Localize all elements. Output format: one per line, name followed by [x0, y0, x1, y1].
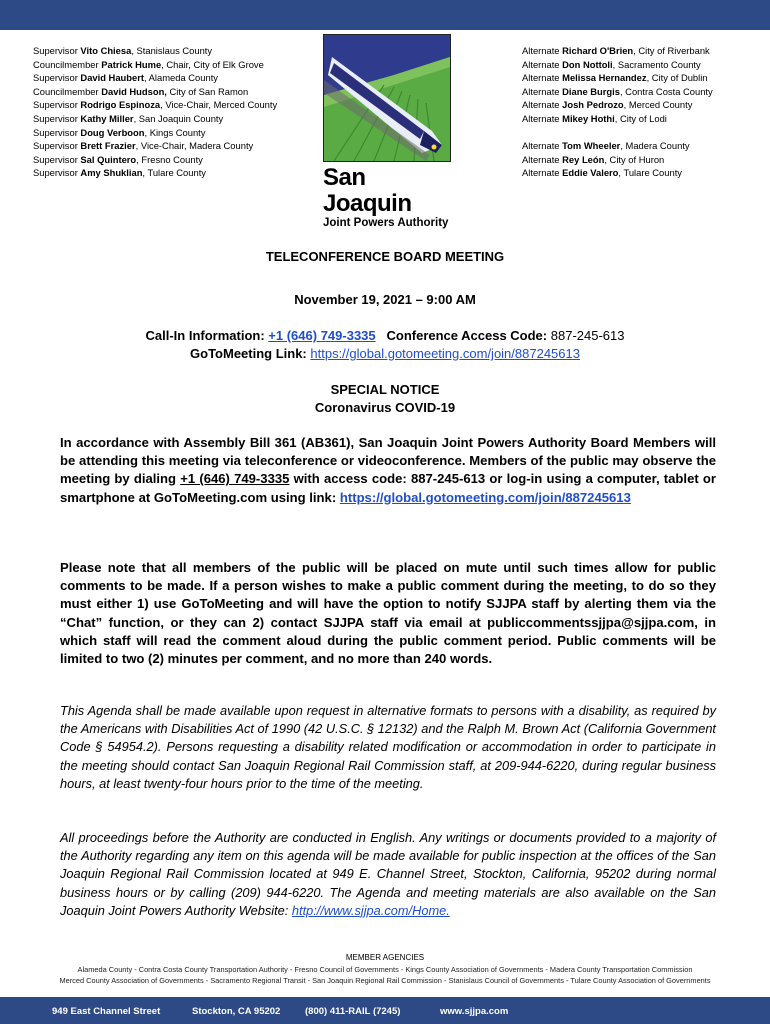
member-row [522, 166, 713, 180]
member-row [522, 71, 713, 85]
para1-phone-link[interactable]: +1 (646) 749-3335 [180, 471, 290, 487]
member-name: Melissa Hernandez [562, 72, 647, 84]
member-row [522, 58, 713, 72]
member-name: David Hudson, [101, 85, 167, 97]
member-role: Supervisor [33, 140, 78, 152]
member-row [522, 139, 713, 153]
member-agencies-list [26, 965, 744, 986]
member-row [522, 153, 713, 167]
access-code-label: Conference Access Code: [386, 328, 548, 343]
footer-bar [0, 997, 770, 1024]
member-name: Eddie Valero [562, 167, 619, 179]
member-row [522, 44, 713, 58]
member-row [522, 85, 713, 99]
access-code-value: 887-245-613 [550, 328, 625, 343]
member-detail: , City of Lodi [614, 112, 667, 124]
member-role: Alternate [522, 153, 560, 165]
member-role: Supervisor [33, 45, 78, 56]
member-name: Kathy Miller [80, 112, 134, 124]
member-name: Vito Chiesa [80, 45, 132, 56]
member-name: Sal Quintero [80, 153, 137, 165]
member-row [33, 85, 277, 99]
member-row [33, 112, 277, 126]
member-name: Don Nottoli [562, 58, 613, 70]
board-members-list [33, 44, 277, 180]
member-name: Diane Burgis [562, 85, 620, 97]
member-detail: , Fresno County [136, 153, 203, 165]
member-detail: , Vice-Chair, Madera County [135, 140, 254, 152]
footer-phone: (800) 411-RAIL (7245) [305, 1006, 401, 1017]
member-detail: , Tulare County [142, 167, 206, 179]
member-detail: , Sacramento County [612, 58, 701, 70]
member-role: Supervisor [33, 112, 78, 124]
member-role: Alternate [522, 112, 560, 124]
meeting-date: November 19, 2021 – 9:00 AM [294, 292, 476, 307]
call-in-phone-link[interactable]: +1 (646) 749-3335 [268, 328, 376, 343]
website-link[interactable]: http://www.sjjpa.com/Home. [291, 902, 450, 918]
member-detail: , Stanislaus County [131, 45, 213, 56]
special-notice-title: SPECIAL NOTICE [330, 382, 440, 397]
member-row [522, 112, 713, 126]
member-agencies-title: MEMBER AGENCIES [345, 953, 425, 962]
member-name: David Haubert [80, 72, 144, 84]
member-detail: City of San Ramon [166, 85, 249, 97]
member-name: Rey León [562, 153, 605, 165]
logo-subtitle: Joint Powers Authority [323, 217, 449, 229]
member-row [33, 139, 277, 153]
member-row [33, 71, 277, 85]
member-role: Alternate [522, 58, 560, 70]
sjjpa-logo [323, 34, 451, 230]
member-row [33, 126, 277, 140]
member-name: Doug Verboon [80, 126, 145, 138]
member-role: Councilmember [33, 58, 99, 70]
special-notice [0, 381, 770, 417]
member-detail: , Kings County [144, 126, 206, 138]
para1-text-after: with access code: 887-245-613 or log-in using a computer, tablet or smartphone at GoToMeeting.com using link: [60, 471, 716, 505]
member-row [33, 98, 277, 112]
member-agencies-line: Merced County Association of Governments - Sacramento Regional Transit - San Joaquin Regional Rail Commission - Stanislaus Council of Governments - Tulare County Association of Governments [59, 975, 711, 985]
member-role: Alternate [522, 72, 560, 84]
call-in-label: Call-In Information: [145, 328, 265, 343]
member-role: Supervisor [33, 167, 78, 179]
member-name: Patrick Hume [101, 58, 162, 70]
member-detail: , San Joaquin County [133, 112, 224, 124]
member-row [33, 58, 277, 72]
member-name: Tom Wheeler [562, 140, 621, 152]
call-in-info [0, 327, 770, 363]
member-row [33, 166, 277, 180]
member-detail: , Madera County [620, 140, 690, 152]
member-detail: , Contra Costa County [619, 85, 713, 97]
footer-city: Stockton, CA 95202 [192, 1006, 281, 1017]
member-detail: , Alameda County [143, 72, 218, 84]
public-comment-paragraph: Please note that all members of the public will be placed on mute until such times allow for public comments to be made. If a person wishes to make a public comment during the meeting, to do so they must either 1) use GoToMeeting and will have the option to notify SJJPA staff by alerting them via the “Chat” function, or they can 2) contact SJJPA staff via email at publiccommentssjjpa@sjjpa.com, in which staff will read the comment aloud during the public comment period. Public comments will be limited to two (2) minutes per comment, and no more than 240 words. [60, 560, 716, 667]
member-name: Richard O'Brien [562, 45, 634, 56]
proceedings-paragraph [60, 829, 716, 920]
member-detail: , Chair, City of Elk Grove [161, 58, 264, 70]
member-row [522, 98, 713, 112]
member-role: Supervisor [33, 72, 78, 84]
member-detail: , City of Riverbank [633, 45, 710, 56]
gotomeeting-link[interactable]: https://global.gotomeeting.com/join/887245613 [310, 346, 580, 361]
member-name: Amy Shuklian [80, 167, 143, 179]
member-role: Alternate [522, 85, 560, 97]
member-row [33, 153, 277, 167]
gotomeeting-label: GoToMeeting Link: [190, 346, 307, 361]
footer-address: 949 East Channel Street [52, 1006, 161, 1017]
special-notice-subtitle: Coronavirus COVID-19 [314, 400, 456, 415]
header-bar [0, 0, 770, 30]
accessibility-paragraph: This Agenda shall be made available upon request in alternative formats to persons with a disability, as required by the Americans with Disabilities Act of 1990 (42 U.S.C. § 12132) and the Ralph M. Brown Act (California Government Code § 54954.2). Persons requesting a disability related modification or accommodation in order to participate in the meeting should contact San Joaquin Regional Rail Commission staff, at 209-944-6220, during regular business hours, at least twenty-four hours prior to the time of the meeting. [60, 703, 716, 791]
member-name: Brett Frazier [80, 140, 136, 152]
member-role: Alternate [522, 45, 560, 56]
member-role: Alternate [522, 140, 560, 152]
teleconference-paragraph [60, 434, 716, 507]
member-name: Rodrigo Espinoza [80, 99, 161, 111]
para1-meeting-link[interactable]: https://global.gotomeeting.com/join/887245613 [339, 489, 631, 505]
meeting-heading: TELECONFERENCE BOARD MEETING [265, 249, 505, 264]
member-detail: , City of Dublin [646, 72, 708, 84]
member-role: Supervisor [33, 126, 78, 138]
member-agencies-line: Alameda County - Contra Costa County Transportation Authority - Fresno Council of Governments - Kings County Association of Governments - Madera County Transportation Commission [77, 965, 693, 974]
member-detail: , Merced County [623, 99, 693, 111]
footer-website[interactable]: www.sjjpa.com [440, 1006, 509, 1017]
member-name: Mikey Hothi [562, 112, 615, 124]
member-role: Alternate [522, 99, 560, 111]
logo-title: San Joaquin [323, 164, 412, 217]
train-logo-icon [323, 34, 451, 162]
member-role: Alternate [522, 167, 560, 179]
member-role: Supervisor [33, 153, 78, 165]
member-detail: , Tulare County [618, 167, 682, 179]
member-detail: , Vice-Chair, Merced County [160, 99, 278, 111]
para4-text: All proceedings before the Authority are conducted in English. Any writings or documents provided to a majority of the Authority regarding any item on this agenda will be made available for public inspection at the offices of the San Joaquin Regional Rail Commission located at 949 E. Channel Street, Stockton, California, 95202 during normal business hours or by calling (209) 944-6220. The Agenda and meeting materials are also available on the San Joaquin Joint Powers Authority Website: [60, 830, 716, 918]
member-role: Councilmember [33, 85, 99, 97]
member-role: Supervisor [33, 99, 78, 111]
para1-text-before: In accordance with Assembly Bill 361 (AB361), San Joaquin Joint Powers Authority Board Members will be attending this meeting via teleconference or videoconference. Members of the public may observe the meeting by dialing [60, 435, 716, 487]
member-row [33, 44, 277, 58]
member-name: Josh Pedrozo [562, 99, 624, 111]
alternate-members-list [522, 44, 713, 180]
member-detail: , City of Huron [604, 153, 665, 165]
